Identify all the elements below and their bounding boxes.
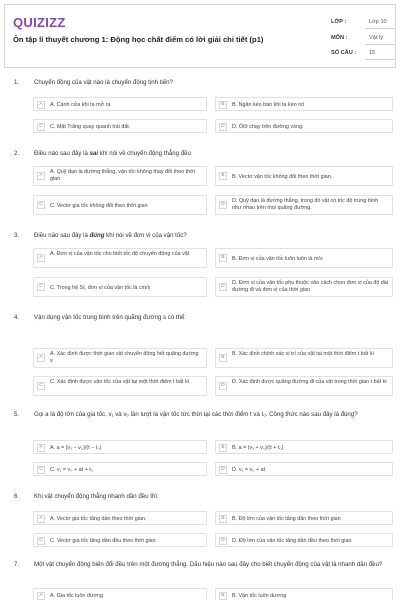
question-count-label: SỐ CÂU : xyxy=(331,50,357,56)
option-b[interactable] xyxy=(215,248,393,268)
option-text: B. Đơn vị của vận tốc luôn luôn là m/s xyxy=(232,256,323,262)
worksheet-header xyxy=(4,4,396,68)
question-text: Gọi a là độ lớn của gia tốc, v₁ và v₀ lần lượt là vận tốc tức thời tại các thời điểm t và t₀. Công thức nào sau đây là đúng? xyxy=(34,411,358,418)
option-letter: A xyxy=(37,101,45,109)
option-a[interactable] xyxy=(33,248,207,268)
option-a[interactable] xyxy=(33,166,207,186)
option-text: B. Độ lớn của vận tốc tăng dần theo thời gian xyxy=(232,516,341,522)
option-letter: C xyxy=(37,123,45,131)
question-number: 7. xyxy=(14,561,20,568)
question-text: Điều nào sau đây là sai khi nói về chuyển động thẳng đều xyxy=(34,150,191,157)
option-text: A. Gia tốc luôn dương xyxy=(50,593,103,599)
question-text: Điều nào sau đây là đúng khi nói về đơn vị của vận tốc? xyxy=(34,232,187,239)
option-a[interactable] xyxy=(33,97,207,111)
option-c[interactable] xyxy=(33,462,207,476)
option-letter: D xyxy=(219,537,227,545)
option-letter: C xyxy=(37,466,45,474)
option-letter: B xyxy=(219,354,227,362)
question-number: 5. xyxy=(14,411,20,418)
option-letter: A xyxy=(37,444,45,452)
option-d[interactable] xyxy=(215,277,393,297)
option-text: A. a = (v₁ − v₀)/(t − t₀) xyxy=(50,445,102,451)
option-letter: A xyxy=(37,354,45,362)
question-text: Một vật chuyển động biến đổi đều trên một đường thẳng. Dấu hiệu nào sau đây cho biết chuyển động của vật là nhanh dần đều? xyxy=(34,561,383,568)
option-text: D. Ôtô chạy trên đường vòng. xyxy=(232,124,304,130)
option-letter: D xyxy=(219,201,227,209)
option-letter: B xyxy=(219,254,227,262)
option-letter: A xyxy=(37,172,45,180)
question-number: 3. xyxy=(14,232,20,239)
option-d[interactable] xyxy=(215,195,393,215)
class-value: Lớp 10 xyxy=(369,19,387,25)
option-text: A. Cánh cửa khi ta mở ra xyxy=(50,102,111,108)
option-a[interactable] xyxy=(33,348,207,368)
option-text: A. Xác định được thời gian vật chuyển động hết quãng đường s xyxy=(50,351,199,364)
option-b[interactable] xyxy=(215,348,393,368)
option-c[interactable] xyxy=(33,376,207,396)
question-number: 4. xyxy=(14,314,20,321)
option-text: B. Ngăn kéo bàn khi ta kéo nó xyxy=(232,102,305,108)
emphasis-word: đúng xyxy=(89,232,105,239)
option-letter: D xyxy=(219,283,227,291)
option-letter: C xyxy=(37,382,45,390)
option-letter: B xyxy=(219,592,227,600)
question-number: 1. xyxy=(14,79,20,86)
option-text: D. v₁ = v₀ + at xyxy=(232,467,266,473)
question-number: 6. xyxy=(14,493,20,500)
option-letter: B xyxy=(219,515,227,523)
option-letter: B xyxy=(219,101,227,109)
option-letter: B xyxy=(219,172,227,180)
option-b[interactable] xyxy=(215,440,393,454)
subject-underline xyxy=(365,44,395,45)
option-text: C. Vectơ gia tốc tăng dần đều theo thời gian xyxy=(50,538,156,544)
option-text: A. Quỹ đạo là đường thẳng, vận tốc không thay đổi theo thời gian xyxy=(50,169,195,182)
option-c[interactable] xyxy=(33,533,207,547)
option-letter: B xyxy=(219,444,227,452)
option-text: B. a = (v₁ + v₀)/(t + t₀) xyxy=(232,445,284,451)
option-letter: D xyxy=(219,123,227,131)
option-text: B. Vận tốc luôn dương xyxy=(232,593,287,599)
option-text: C. Trong hệ SI, đơn vị của vận tốc là cm/s xyxy=(50,285,151,291)
worksheet-title: Ôn tập lí thuyết chương 1: Động học chất điểm có lời giải chi tiết (p1) xyxy=(13,35,264,44)
option-text: B. Xác định chính xác vị trí của vật tại một thời điểm t bất kì xyxy=(232,351,374,357)
question-text: Khi vật chuyển động thẳng nhanh dần đều thì: xyxy=(34,493,159,500)
question-number: 2. xyxy=(14,150,20,157)
option-text: D. Độ lớn của vận tốc tăng dần đều theo thời gian xyxy=(232,538,352,544)
option-c[interactable] xyxy=(33,195,207,215)
option-c[interactable] xyxy=(33,277,207,297)
emphasis-word: sai xyxy=(89,150,99,157)
option-text: B. Vectơ vận tốc không đổi theo thời gian. xyxy=(232,174,333,180)
option-c[interactable] xyxy=(33,119,207,133)
subject-label: MÔN : xyxy=(331,35,348,41)
option-letter: D xyxy=(219,466,227,474)
option-letter: D xyxy=(219,382,227,390)
quizizz-logo: QUIZIZZ xyxy=(13,15,66,30)
count-underline xyxy=(365,59,395,60)
subject-value: Vật lý xyxy=(369,35,383,41)
option-a[interactable] xyxy=(33,588,207,600)
question-text: Vận dụng vận tốc trung bình trên quãng đường s có thể: xyxy=(34,314,187,321)
option-letter: C xyxy=(37,283,45,291)
option-a[interactable] xyxy=(33,511,207,525)
option-text: D. Đơn vị của vận tốc phụ thuộc vào cách chọn đơn vị của độ dài đường đi và đơn vị của thời gian xyxy=(232,280,389,293)
option-b[interactable] xyxy=(215,97,393,111)
option-d[interactable] xyxy=(215,533,393,547)
option-text: D. Quỹ đạo là đường thẳng, trong đó vật có tốc độ trung bình như nhau trên mọi quãng đường. xyxy=(232,198,379,211)
option-text: C. v₁ = v₀ + at + t₀ xyxy=(50,467,93,473)
class-label: LỚP : xyxy=(331,19,347,25)
question-text: Chuyển động của vật nào là chuyển động tịnh tiến? xyxy=(34,79,173,86)
option-letter: C xyxy=(37,537,45,545)
option-text: A. Vectơ gia tốc tăng dần theo thời gian. xyxy=(50,516,147,522)
question-count-value: 15 xyxy=(369,50,376,56)
option-a[interactable] xyxy=(33,440,207,454)
option-letter: A xyxy=(37,592,45,600)
class-underline xyxy=(365,28,395,29)
option-text: C. Vectơ gia tốc không đổi theo thời gian xyxy=(50,203,148,209)
option-d[interactable] xyxy=(215,376,393,396)
option-d[interactable] xyxy=(215,119,393,133)
option-b[interactable] xyxy=(215,511,393,525)
option-d[interactable] xyxy=(215,462,393,476)
option-b[interactable] xyxy=(215,166,393,186)
option-text: A. Đơn vị của vận tốc cho biết tốc độ chuyển động của vật xyxy=(50,251,190,257)
option-b[interactable] xyxy=(215,588,393,600)
option-letter: C xyxy=(37,201,45,209)
option-letter: A xyxy=(37,515,45,523)
option-letter: A xyxy=(37,254,45,262)
option-text: D. Xác định được quãng đường đi của vật trong thời gian t bất kì xyxy=(232,379,387,385)
option-text: C. Mặt Trăng quay quanh trái đất. xyxy=(50,124,131,130)
option-text: C. Xác định được vận tốc của vật tại một thời điểm t bất kì xyxy=(50,379,190,385)
